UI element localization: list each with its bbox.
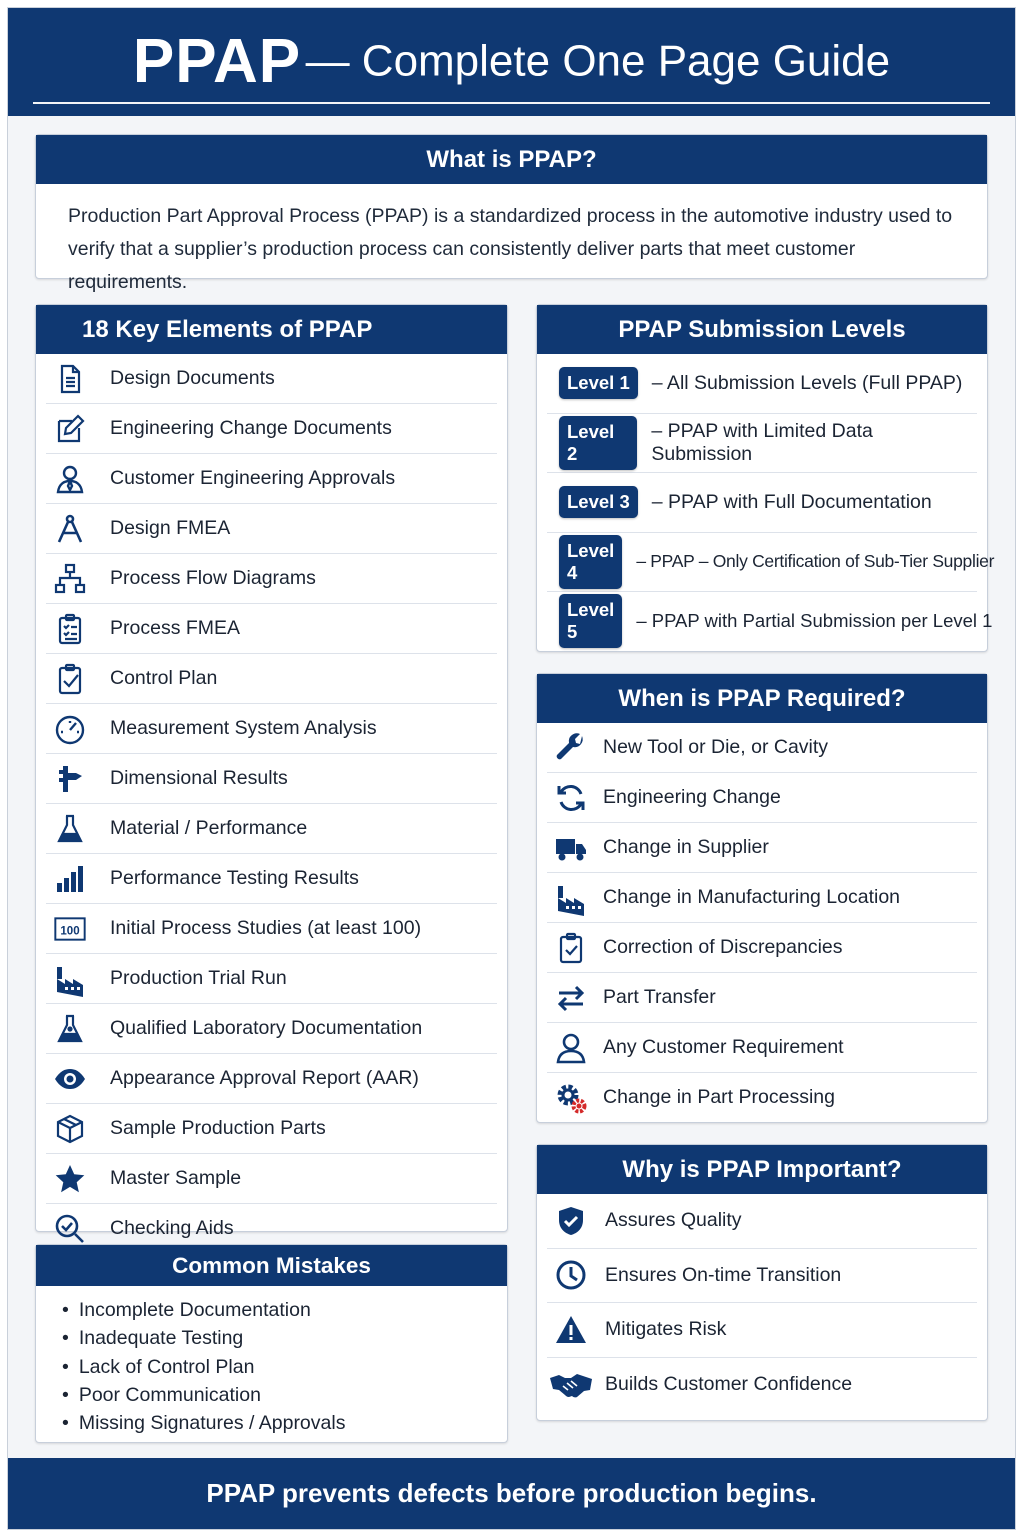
list-item: [46, 354, 497, 404]
list-item: [547, 1073, 977, 1122]
level-badge: Level 3: [559, 486, 638, 518]
list-item: [547, 823, 977, 873]
list-item: [547, 723, 977, 773]
flask-icon: [52, 811, 88, 847]
levels-list: [537, 354, 995, 651]
important-title: Why is PPAP Important?: [537, 1145, 987, 1194]
elements-title: 18 Key Elements of PPAP: [36, 305, 507, 354]
list-item: [46, 1104, 497, 1154]
list-item: • Missing Signatures / Approvals: [62, 1409, 507, 1437]
level-badge: Level 4: [559, 535, 622, 589]
list-item: [547, 773, 977, 823]
hundred-icon: [52, 911, 88, 947]
list-item: • Poor Communication: [62, 1381, 507, 1409]
item-label: Engineering Change: [603, 786, 781, 808]
list-item: • Inadequate Testing: [62, 1324, 507, 1352]
page-title: [8, 26, 1015, 97]
user-icon: [553, 1030, 589, 1066]
list-item: [46, 954, 497, 1004]
item-label: Process FMEA: [110, 617, 241, 639]
level-text: – PPAP with Limited Data Submission: [651, 419, 873, 465]
clipboard-check-icon: [553, 930, 589, 966]
header: [8, 8, 1015, 116]
item-label: Change in Part Processing: [603, 1086, 835, 1108]
item-label: Production Trial Run: [110, 967, 287, 989]
level-badge: Level 2: [559, 416, 637, 470]
cube-icon: [52, 1111, 88, 1147]
list-item: [547, 1023, 977, 1073]
item-label: Design FMEA: [110, 517, 231, 539]
list-item: [46, 1154, 497, 1204]
svg-text:100: 100: [60, 924, 80, 937]
factory-icon: [553, 880, 589, 916]
item-label: Master Sample: [110, 1167, 242, 1189]
list-item: [547, 1303, 977, 1358]
level-row: [547, 473, 977, 533]
level-text: – All Submission Levels (Full PPAP): [651, 371, 963, 394]
required-card: [536, 673, 988, 1123]
item-label: Process Flow Diagrams: [110, 567, 316, 589]
list-item: [46, 554, 497, 604]
list-item: [46, 404, 497, 454]
truck-icon: [553, 830, 589, 866]
level-text: – PPAP with Full Documentation: [651, 490, 932, 513]
item-label: Engineering Change Documents: [110, 417, 392, 439]
shield-check-icon: [553, 1203, 589, 1239]
important-card: [536, 1144, 988, 1421]
level-text: – PPAP – Only Certification of Sub-Tier Supplier: [636, 551, 995, 572]
caliper-icon: [52, 761, 88, 797]
list-item: [547, 1194, 977, 1249]
item-label: Checking Aids: [110, 1217, 234, 1239]
levels-card: [536, 304, 995, 652]
compass-icon: [52, 511, 88, 547]
item-label: Appearance Approval Report (AAR): [110, 1067, 419, 1089]
title-main: PPAP: [132, 27, 302, 96]
list-item: [46, 704, 497, 754]
list-item: [46, 754, 497, 804]
list-item: [46, 654, 497, 704]
clipboard-list-icon: [52, 611, 88, 647]
header-divider: [33, 102, 990, 104]
swap-arrows-icon: [553, 980, 589, 1016]
level-row: [547, 592, 993, 651]
edit-icon: [52, 411, 88, 447]
item-label: Builds Customer Confidence: [605, 1372, 853, 1395]
warning-icon: [553, 1312, 589, 1348]
lab-flask-icon: [52, 1011, 88, 1047]
footer-banner: PPAP prevents defects before production begins.: [8, 1458, 1015, 1529]
title-sub: — Complete One Page Guide: [305, 36, 891, 86]
elements-card: [35, 304, 508, 1239]
item-label: Qualified Laboratory Documentation: [110, 1017, 423, 1039]
item-label: Control Plan: [110, 667, 218, 689]
item-label: Correction of Discrepancies: [603, 936, 843, 958]
level-row: [547, 533, 995, 593]
item-label: Design Documents: [110, 367, 275, 389]
list-item: [46, 454, 497, 504]
list-item: [46, 604, 497, 654]
gears-icon: [553, 1080, 589, 1116]
item-label: Customer Engineering Approvals: [110, 467, 396, 489]
list-item: • Incomplete Documentation: [62, 1296, 507, 1324]
levels-title: PPAP Submission Levels: [537, 305, 987, 354]
item-label: Sample Production Parts: [110, 1117, 326, 1139]
item-label: Change in Supplier: [603, 836, 769, 858]
item-label: Performance Testing Results: [110, 867, 359, 889]
list-item: [46, 504, 497, 554]
clock-icon: [553, 1257, 589, 1293]
mistakes-title: Common Mistakes: [36, 1245, 507, 1286]
flowchart-icon: [52, 561, 88, 597]
item-label: Initial Process Studies (at least 100): [110, 917, 422, 939]
document-icon: [52, 361, 88, 397]
item-label: Ensures On-time Transition: [605, 1263, 842, 1286]
item-label: Measurement System Analysis: [110, 717, 377, 739]
list-item: [547, 973, 977, 1023]
list-item: [46, 1004, 497, 1054]
important-list: [537, 1194, 987, 1411]
level-badge: Level 1: [559, 367, 638, 399]
factory-icon: [52, 961, 88, 997]
level-row: [547, 414, 977, 474]
gauge-icon: [52, 711, 88, 747]
mistakes-card: [35, 1244, 508, 1443]
list-item: [547, 1249, 977, 1304]
level-text: – PPAP with Partial Submission per Level 1: [636, 610, 993, 632]
item-label: New Tool or Die, or Cavity: [603, 736, 829, 758]
bar-chart-icon: [52, 861, 88, 897]
list-item: [547, 923, 977, 973]
item-label: Dimensional Results: [110, 767, 288, 789]
user-icon: [52, 461, 88, 497]
list-item: [46, 1054, 497, 1104]
level-badge: Level 5: [559, 594, 622, 648]
page: [7, 7, 1016, 1530]
item-label: Material / Performance: [110, 817, 308, 839]
list-item: [547, 873, 977, 923]
magnifier-check-icon: [52, 1211, 88, 1247]
required-title: When is PPAP Required?: [537, 674, 987, 723]
item-label: Part Transfer: [603, 986, 716, 1008]
level-row: [547, 354, 977, 414]
list-item: [46, 904, 497, 954]
required-list: [537, 723, 987, 1122]
star-icon: [52, 1161, 88, 1197]
list-item: [46, 854, 497, 904]
handshake-icon: [549, 1366, 593, 1402]
intro-title: What is PPAP?: [36, 135, 987, 184]
elements-list: [36, 354, 507, 1253]
refresh-icon: [553, 780, 589, 816]
intro-text: Production Part Approval Process (PPAP) is a standardized process in the automotive industry used to verify that a supplier’s production process can consistently deliver parts that meet customer requirements.: [68, 205, 953, 293]
eye-icon: [52, 1061, 88, 1097]
item-label: Any Customer Requirement: [603, 1036, 844, 1058]
list-item: [547, 1358, 977, 1412]
item-label: Assures Quality: [605, 1209, 742, 1232]
intro-card: [35, 134, 988, 293]
list-item: [46, 804, 497, 854]
item-label: Change in Manufacturing Location: [603, 886, 901, 908]
clipboard-check-icon: [52, 661, 88, 697]
wrench-icon: [553, 730, 589, 766]
mistakes-list: [36, 1286, 507, 1437]
list-item: • Lack of Control Plan: [62, 1353, 507, 1381]
item-label: Mitigates Risk: [605, 1318, 727, 1341]
